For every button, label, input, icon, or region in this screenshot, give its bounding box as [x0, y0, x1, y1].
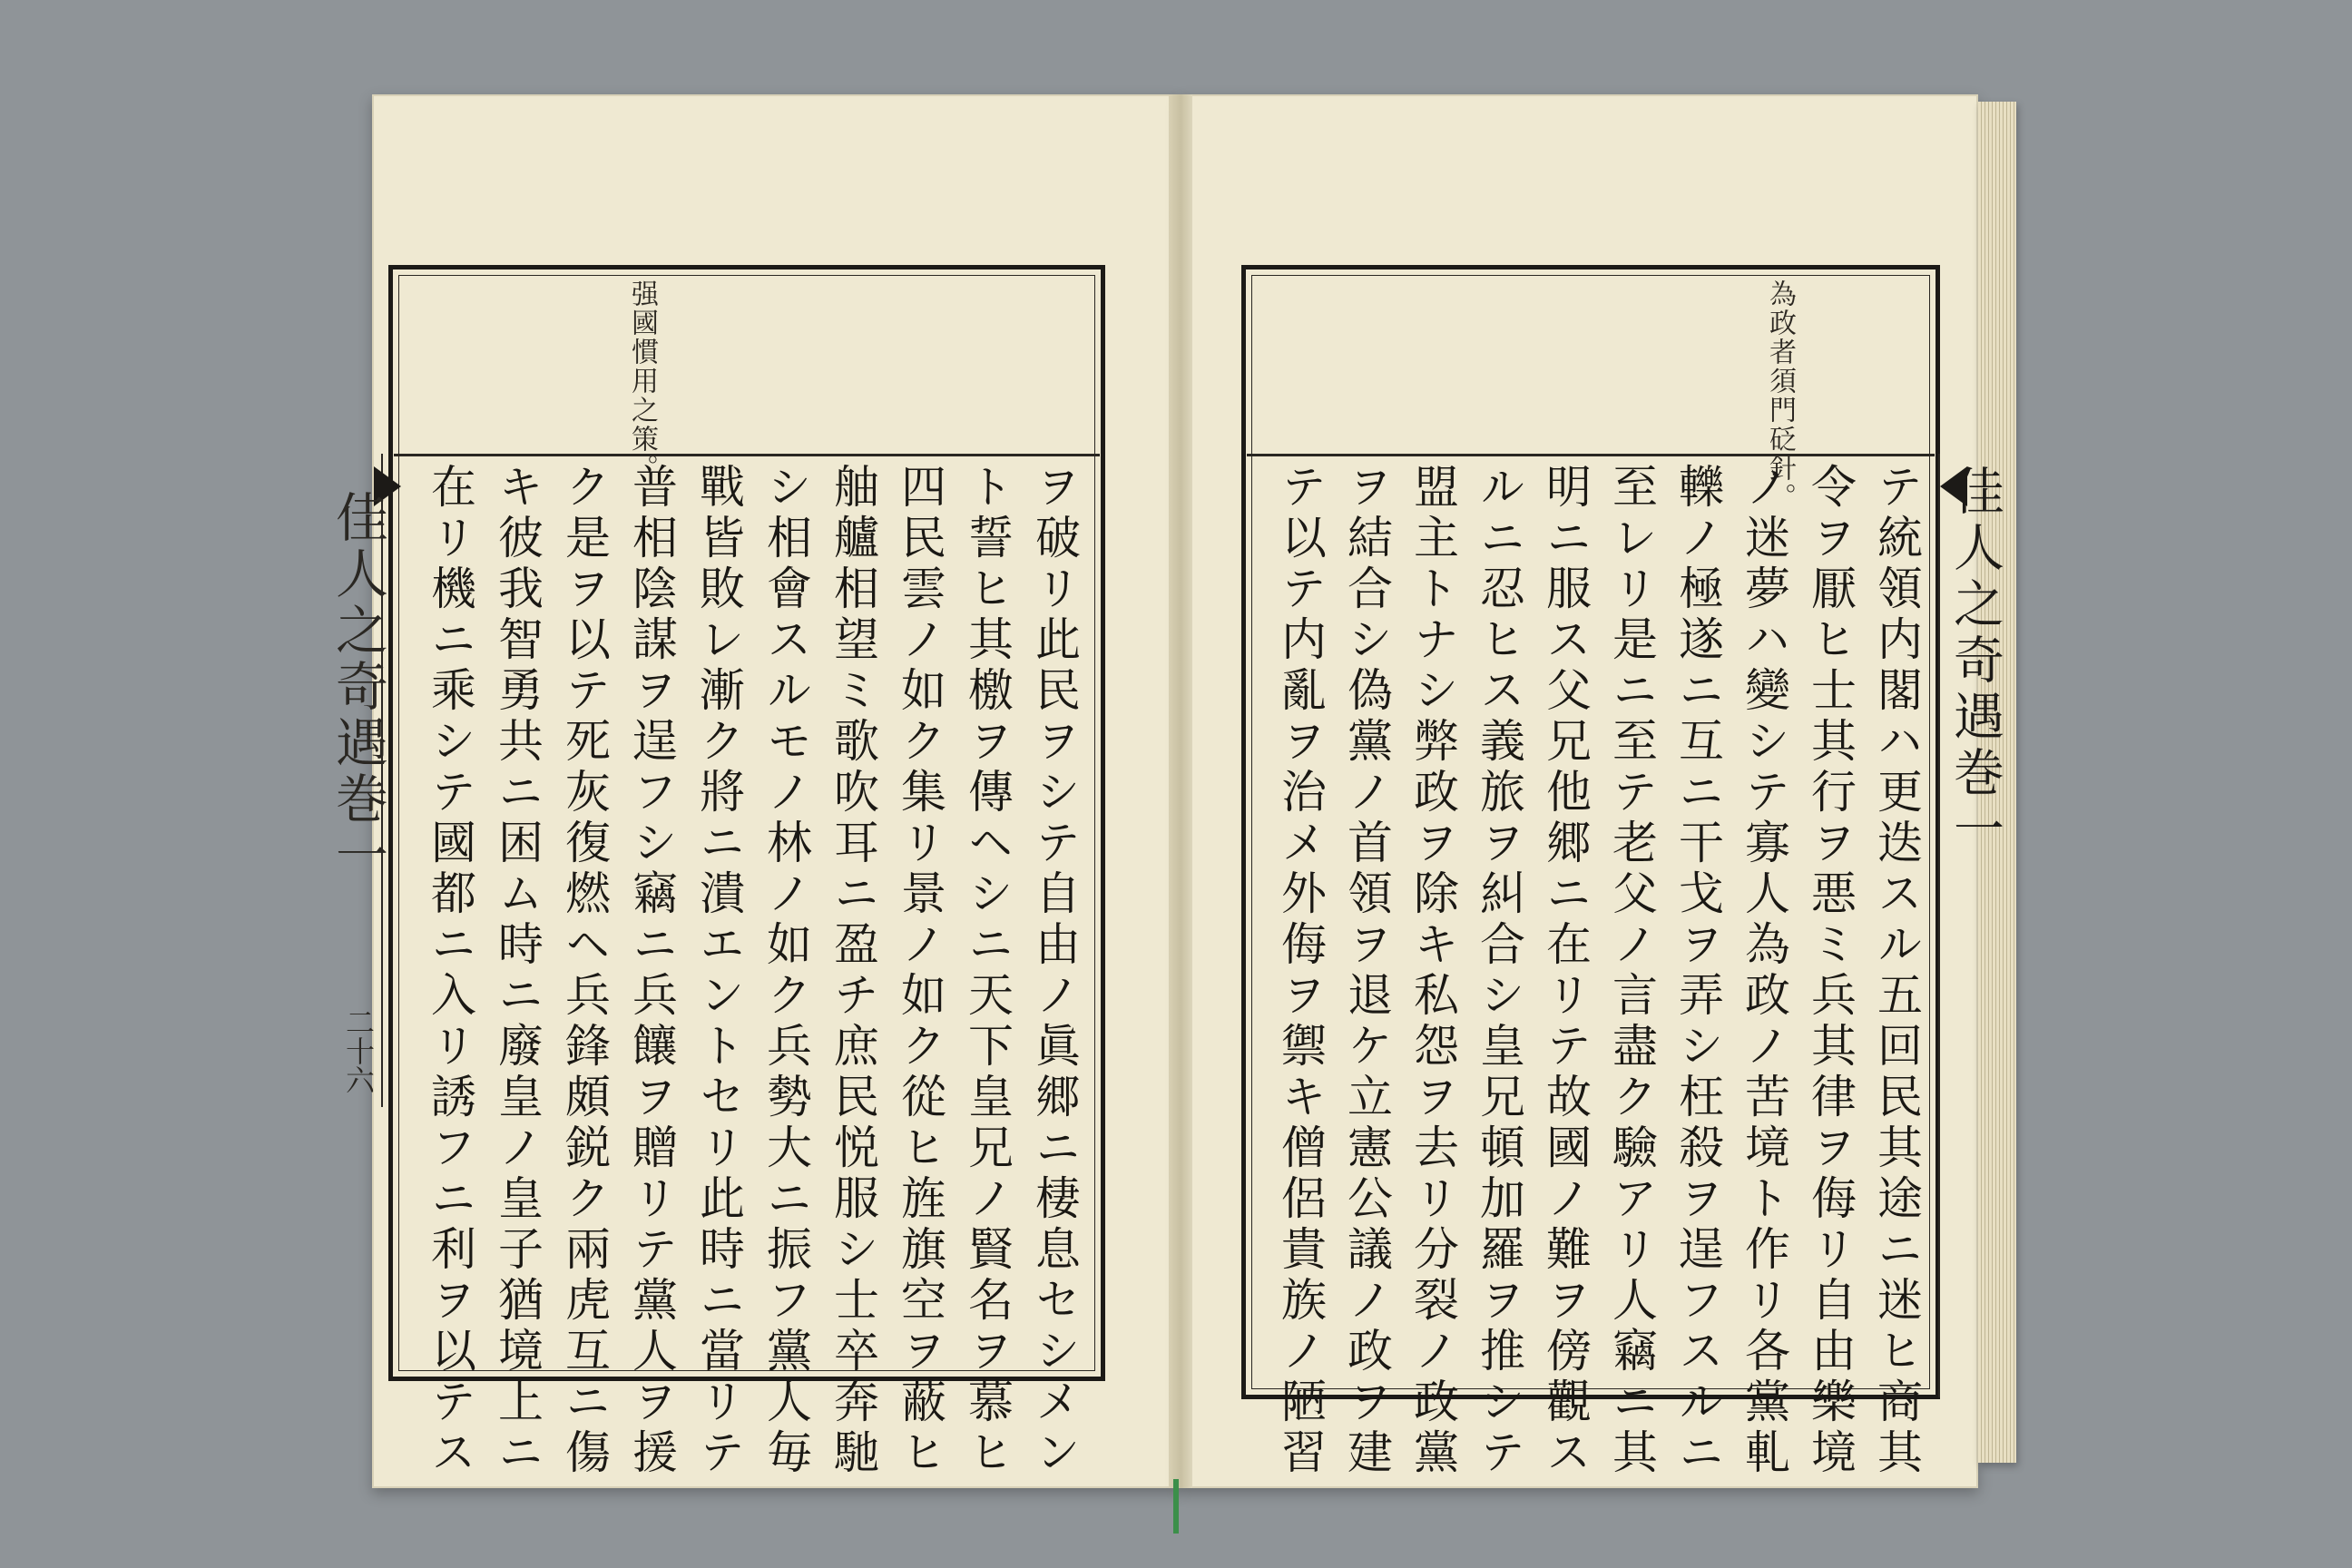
right-spine-title: 佳人之奇遇巻一 [1945, 465, 2004, 858]
right-text-column: テ以テ内亂ヲ治メ外侮ヲ禦キ僧侶貴族ノ陋習 [1274, 463, 1327, 1479]
right-text-column: ルニ忍ヒス義旅ヲ糾合シ皇兄頓加羅ヲ推シテ [1473, 463, 1525, 1479]
left-text-column: ク是ヲ以テ死灰復燃ヘ兵鋒頗鋭ク兩虎互ニ傷 [558, 463, 611, 1479]
left-text-column: キ彼我智勇共ニ困ム時ニ廢皇ノ皇子猶境上ニ [491, 463, 544, 1479]
right-header-rule [1247, 454, 1935, 456]
left-text-column: シ相會スルモノ林ノ如ク兵勢大ニ振フ黨人毎 [760, 463, 812, 1479]
left-text-column: 在リ機ニ乘シテ國都ニ入リ誘フニ利ヲ以テス [424, 463, 476, 1479]
left-spine-title: 佳人之奇遇巻一 [327, 490, 388, 884]
left-text-column: ヲ破リ此民ヲシテ自由ノ眞郷ニ棲息セシメン [1028, 463, 1081, 1479]
right-text-column: ノ迷夢ハ變シテ寡人為政ノ苦境ト作リ各黨軋 [1738, 463, 1790, 1479]
right-text-column: 轢ノ極遂ニ互ニ干戈ヲ弄シ枉殺ヲ逞フスルニ [1671, 463, 1724, 1479]
right-text-column: ヲ結合シ偽黨ノ首領ヲ退ケ立憲公議ノ政ヲ建 [1340, 463, 1393, 1479]
right-text-column: 令ヲ厭ヒ士其行ヲ悪ミ兵其律ヲ侮リ自由樂境 [1804, 463, 1857, 1479]
left-header-rule [394, 454, 1100, 456]
left-text-column: 四民雲ノ如ク集リ景ノ如ク從ヒ旌旗空ヲ蔽ヒ [894, 463, 946, 1479]
book-gutter [1169, 94, 1192, 1488]
left-text-column: ト誓ヒ其檄ヲ傳ヘシニ天下皇兄ノ賢名ヲ慕ヒ [961, 463, 1014, 1479]
bookmark-ribbon [1173, 1479, 1179, 1534]
left-page-number: 二十六 [341, 1007, 376, 1094]
right-text-column: 至レリ是ニ至テ老父ノ言盡ク驗アリ人竊ニ其 [1605, 463, 1658, 1479]
left-text-column: 舳艫相望ミ歌吹耳ニ盈チ庶民悦服シ士卒奔馳 [827, 463, 879, 1479]
left-text-column: 戰皆敗レ漸ク將ニ潰エントセリ此時ニ當リテ [692, 463, 745, 1479]
right-spine-rule [1938, 454, 1940, 1397]
right-header-note: 為政者須門砭針。 [1764, 279, 1796, 512]
right-text-column: 盟主トナシ弊政ヲ除キ私怨ヲ去リ分裂ノ政黨 [1406, 463, 1459, 1479]
right-text-column: 明ニ服ス父兄他郷ニ在リテ故國ノ難ヲ傍觀ス [1539, 463, 1592, 1479]
left-text-column: 普相陰謀ヲ逞フシ竊ニ兵饟ヲ贈リテ黨人ヲ援 [625, 463, 678, 1479]
right-text-column: テ統領内閣ハ更迭スル五回民其途ニ迷ヒ商其 [1870, 463, 1923, 1479]
left-header-note: 强國慣用之策。 [626, 279, 658, 483]
